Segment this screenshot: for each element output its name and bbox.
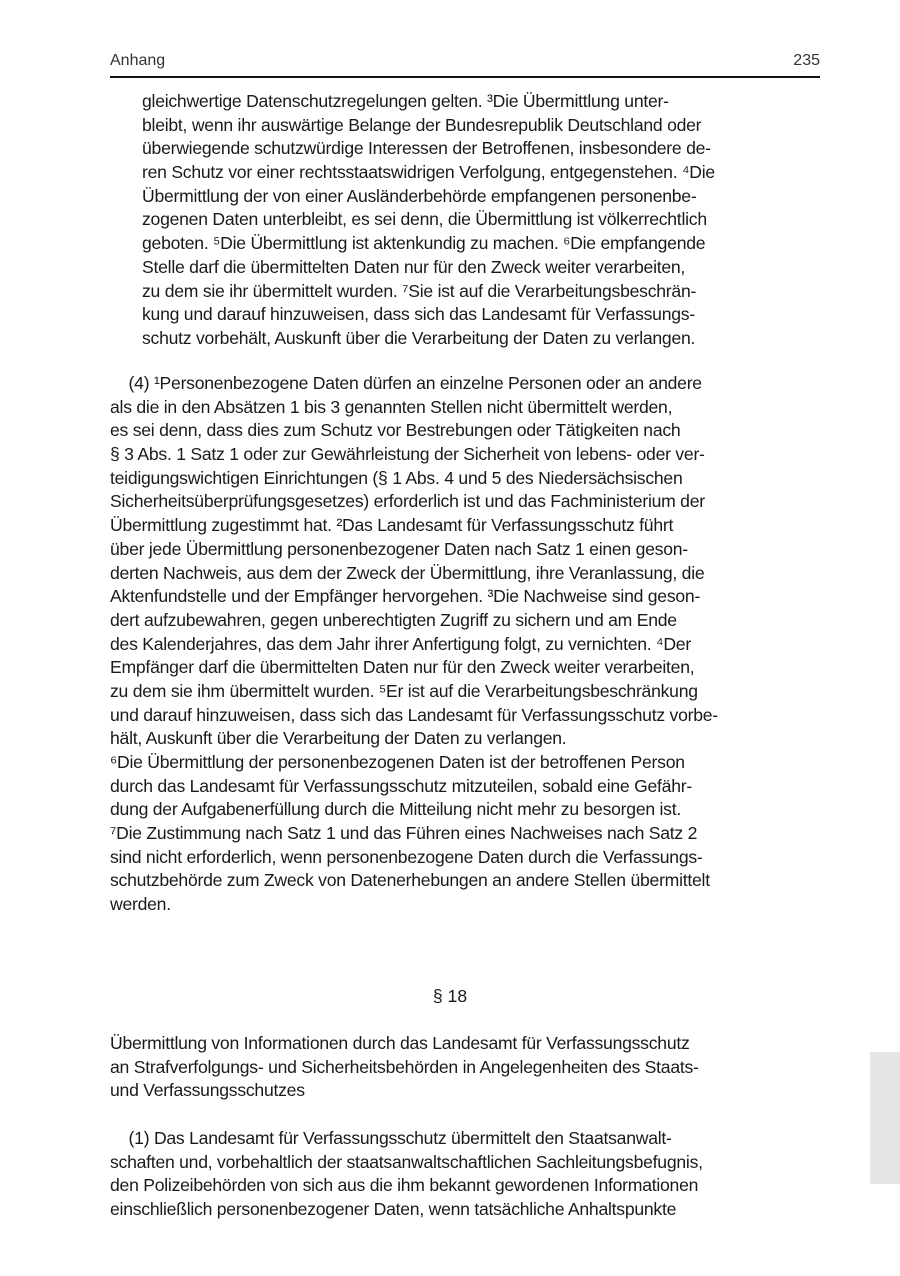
text-line: sind nicht erforderlich, wenn personenbezogene Daten durch die Verfassungs- (110, 846, 703, 867)
text-line: und darauf hinzuweisen, dass sich das Landesamt für Verfassungsschutz vorbe- (110, 704, 718, 725)
text-line: überwiegende schutzwürdige Interessen der Betroffenen, insbesondere de- (142, 138, 711, 159)
text-line: dung der Aufgabenerfüllung durch die Mitteilung nicht mehr zu besorgen ist. (110, 799, 682, 820)
header-rule (110, 76, 820, 78)
text-line: zu dem sie ihm übermittelt wurden. ⁵Er ist auf die Verarbeitungsbeschränkung (110, 680, 698, 701)
text-line: Empfänger darf die übermittelten Daten nur für den Zweck weiter verarbeiten, (110, 657, 695, 678)
text-line: gleichwertige Datenschutzregelungen gelten. ³Die Übermittlung unter- (142, 91, 669, 111)
text-line: schaften und, vorbehaltlich der staatsanwaltschaftlichen Sachleitungsbefugnis, (110, 1151, 703, 1172)
text-line: Sicherheitsüberprüfungsgesetzes) erforderlich ist und das Fachministerium der (110, 491, 705, 512)
text-line: § 3 Abs. 1 Satz 1 oder zur Gewährleistung der Sicherheit von lebens- oder ver- (110, 444, 705, 465)
text-line: ⁶Die Übermittlung der personenbezogenen Daten ist der betroffenen Person (110, 752, 685, 772)
text-line: geboten. ⁵Die Übermittlung ist aktenkundig zu machen. ⁶Die empfangende (142, 233, 706, 254)
text-line: werden. (110, 894, 171, 915)
paragraph-4 (110, 372, 718, 917)
text-line: ⁷Die Zustimmung nach Satz 1 und das Führen eines Nachweises nach Satz 2 (110, 823, 698, 844)
text-line: ren Schutz vor einer rechtsstaatswidrigen Verfolgung, entgegenstehen. ⁴Die (142, 162, 715, 183)
chapter-thumb-tab (870, 1052, 900, 1184)
text-line: (1) Das Landesamt für Verfassungsschutz übermittelt den Staatsanwalt- (110, 1128, 672, 1148)
text-line: des Kalenderjahres, das dem Jahr ihrer Anfertigung folgt, zu vernichten. ⁴Der (110, 633, 691, 654)
text-line: es sei denn, dass dies zum Schutz vor Bestrebungen oder Tätigkeiten nach (110, 420, 681, 441)
paragraph-continuation (142, 90, 715, 351)
text-line: Übermittlung zugestimmt hat. ²Das Landesamt für Verfassungsschutz führt (110, 515, 674, 536)
text-line: schutz vorbehält, Auskunft über die Verarbeitung der Daten zu verlangen. (142, 327, 696, 348)
section-title (110, 1032, 699, 1103)
text-line: über jede Übermittlung personenbezogener Daten nach Satz 1 einen geson- (110, 538, 688, 559)
text-line: Stelle darf die übermittelten Daten nur für den Zweck weiter verarbeiten, (142, 256, 686, 277)
text-line: an Strafverfolgungs- und Sicherheitsbehörden in Angelegenheiten des Staats- (110, 1056, 699, 1077)
page-number: 235 (793, 52, 820, 69)
running-header-section: Anhang (110, 52, 166, 69)
text-line: zogenen Daten unterbleibt, es sei denn, die Übermittlung ist völkerrechtlich (142, 209, 707, 230)
text-line: Übermittlung der von einer Ausländerbehörde empfangenen personenbe- (142, 185, 697, 206)
text-line: teidigungswichtigen Einrichtungen (§ 1 Abs. 4 und 5 des Niedersächsischen (110, 467, 683, 488)
text-line: Aktenfundstelle und der Empfänger hervorgehen. ³Die Nachweise sind geson- (110, 586, 701, 607)
text-line: derten Nachweis, aus dem der Zweck der Übermittlung, ihre Veranlassung, die (110, 562, 705, 583)
text-line: (4) ¹Personenbezogene Daten dürfen an einzelne Personen oder an andere (110, 373, 702, 393)
paragraph-1 (110, 1127, 703, 1222)
section-number: § 18 (432, 986, 468, 1006)
text-line: bleibt, wenn ihr auswärtige Belange der Bundesrepublik Deutschland oder (142, 114, 702, 135)
text-line: schutzbehörde zum Zweck von Datenerhebungen an andere Stellen übermittelt (110, 870, 710, 891)
text-line: dert aufzubewahren, gegen unberechtigten Zugriff zu sichern und am Ende (110, 609, 677, 630)
text-line: als die in den Absätzen 1 bis 3 genannten Stellen nicht übermittelt werden, (110, 396, 673, 417)
text-line: kung und darauf hinzuweisen, dass sich das Landesamt für Verfassungs- (142, 304, 695, 325)
text-line: und Verfassungsschutzes (110, 1080, 305, 1101)
text-line: hält, Auskunft über die Verarbeitung der Daten zu verlangen. (110, 728, 567, 749)
text-line: einschließlich personenbezogener Daten, wenn tatsächliche Anhaltspunkte (110, 1199, 677, 1220)
text-line: den Polizeibehörden von sich aus die ihm bekannt gewordenen Informationen (110, 1175, 699, 1196)
text-line: durch das Landesamt für Verfassungsschutz mitzuteilen, sobald eine Gefähr- (110, 775, 692, 796)
text-line: zu dem sie ihr übermittelt wurden. ⁷Sie ist auf die Verarbeitungsbeschrän- (142, 280, 697, 301)
text-line: Übermittlung von Informationen durch das Landesamt für Verfassungsschutz (110, 1033, 690, 1053)
